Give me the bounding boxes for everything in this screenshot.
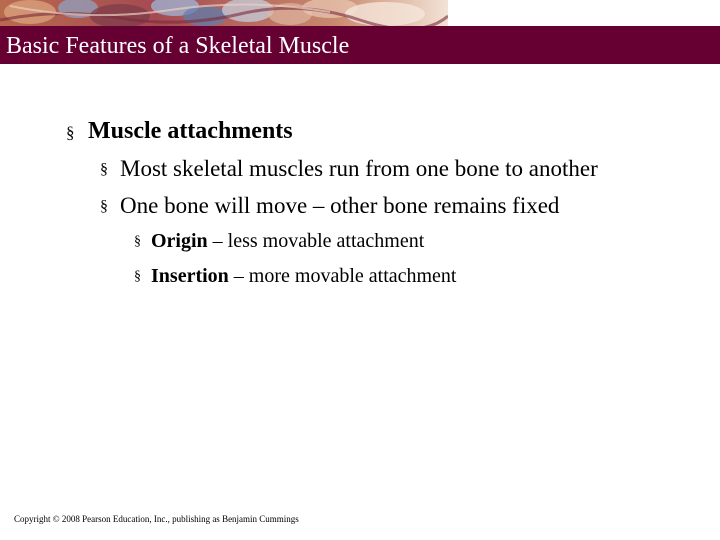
bullet-marker-icon: §: [100, 161, 108, 178]
term-insertion: Insertion: [151, 265, 229, 287]
bullet-insertion: [134, 264, 457, 288]
header-decorative-image: [0, 0, 448, 26]
bullet-text: One bone will move – other bone remains fixed: [120, 193, 560, 218]
bullet-marker-icon: §: [66, 123, 75, 142]
bullet-text: Most skeletal muscles run from one bone to another: [120, 156, 598, 181]
term-description: – more movable attachment: [228, 265, 457, 287]
bullet-most-muscles-run: [100, 156, 598, 182]
bullet-origin: [134, 229, 425, 253]
bullet-marker-icon: §: [134, 269, 141, 284]
bullet-muscle-attachments: [66, 117, 293, 145]
bullet-marker-icon: §: [134, 234, 141, 249]
bullet-text: [151, 230, 424, 252]
slide-title: Basic Features of a Skeletal Muscle: [6, 33, 350, 59]
bullet-marker-icon: §: [100, 198, 108, 215]
bullet-one-bone-moves: [100, 193, 560, 219]
title-bar: [0, 26, 720, 64]
bullet-text: [151, 265, 457, 287]
bullet-text: Muscle attachments: [88, 118, 293, 144]
term-description: – less movable attachment: [207, 230, 425, 252]
copyright-footer: Copyright © 2008 Pearson Education, Inc., publishing as Benjamin Cummings: [14, 514, 299, 524]
term-origin: Origin: [151, 230, 208, 252]
